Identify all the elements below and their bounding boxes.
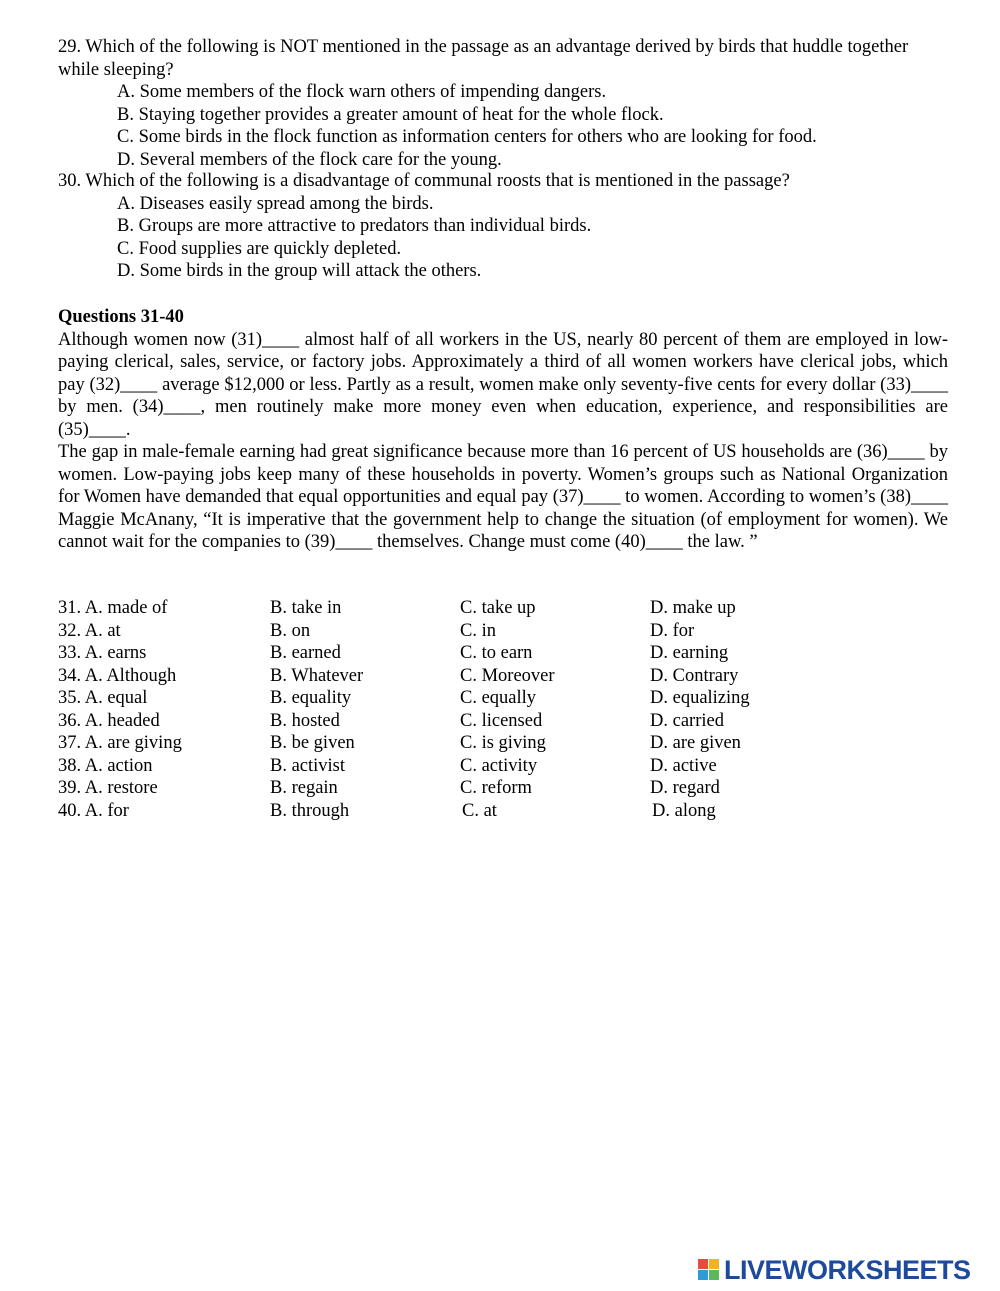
answer-option: B. Whatever — [270, 665, 364, 686]
answer-row-36 — [58, 710, 958, 733]
answer-option: 31. A. made of — [58, 598, 168, 618]
question-30-option-c: C. Food supplies are quickly depleted. — [117, 238, 402, 259]
question-29-option-b: B. Staying together provides a greater amount of heat for the whole flock. — [117, 104, 664, 125]
answer-option: D. active — [650, 755, 717, 776]
passage-paragraph-1: Although women now (31)____ almost half of all workers in the US, nearly 80 percent of them are employed in low-paying clerical, sales, service, or factory jobs. Approximately a third of all women workers have clerical jobs, which pay (32)____ average $12,000 or less. Partly as a result, women make only seventy-five cents for every dollar (33)____ by men. (34)____, men routinely make more money even when education, experience, and responsibilities are (35)____. — [58, 329, 948, 440]
logo-block-icon — [709, 1259, 719, 1269]
liveworksheets-logo[interactable] — [698, 1255, 971, 1285]
question-29-option-d: D. Several members of the flock care for the young. — [117, 149, 502, 170]
passage-section — [58, 306, 948, 554]
question-30-option-b: B. Groups are more attractive to predators than individual birds. — [117, 216, 592, 236]
question-30-option-d: D. Some birds in the group will attack the others. — [117, 261, 482, 281]
answer-row-31 — [58, 597, 958, 620]
answer-option: C. to earn — [460, 643, 533, 663]
answer-option: B. hosted — [270, 710, 340, 731]
question-29-option-a: A. Some members of the flock warn others of impending dangers. — [117, 82, 607, 102]
answer-options-table — [58, 597, 958, 822]
answer-option: C. is giving — [460, 733, 546, 753]
answer-option: D. for — [650, 620, 695, 641]
answer-option: B. be given — [270, 733, 355, 753]
answer-option: B. through — [270, 800, 350, 821]
answer-option: 36. A. headed — [58, 710, 160, 731]
question-30-stem: 30. Which of the following is a disadvantage of communal roosts that is mentioned in the passage? — [58, 171, 790, 191]
answer-option: B. activist — [270, 755, 346, 776]
answer-option: B. earned — [270, 643, 341, 663]
answer-option: C. Moreover — [460, 665, 555, 686]
answer-option: D. earning — [650, 643, 729, 663]
answer-option: C. at — [462, 800, 497, 821]
answer-option: C. licensed — [460, 710, 543, 731]
answer-option: D. regard — [650, 778, 720, 798]
logo-block-icon — [698, 1259, 708, 1269]
answer-row-34 — [58, 665, 958, 688]
answer-option: 39. A. restore — [58, 778, 158, 798]
answer-row-38 — [58, 755, 958, 778]
answer-row-37 — [58, 732, 958, 755]
question-29-stem: 29. Which of the following is NOT mentioned in the passage as an advantage derived by birds that huddle together while sleeping? — [58, 37, 909, 80]
logo-text: LIVEWORKSHEETS — [724, 1254, 971, 1285]
answer-option: 33. A. earns — [58, 643, 147, 663]
answer-row-39 — [58, 777, 958, 800]
answer-option: D. make up — [650, 598, 736, 618]
logo-blocks-icon — [698, 1259, 720, 1281]
answer-option: D. Contrary — [650, 665, 739, 686]
question-30-option-a: A. Diseases easily spread among the birds. — [117, 193, 434, 214]
answer-option: C. in — [460, 620, 496, 641]
answer-option: C. equally — [460, 688, 537, 708]
answer-option: 34. A. Although — [58, 665, 177, 686]
answer-option: 40. A. for — [58, 800, 129, 821]
answer-option: C. reform — [460, 778, 532, 798]
section-heading: Questions 31-40 — [58, 307, 184, 327]
answer-option: D. carried — [650, 710, 724, 731]
answer-row-40 — [58, 800, 958, 823]
question-29 — [58, 36, 948, 171]
answer-option: C. take up — [460, 598, 536, 618]
answer-option: 35. A. equal — [58, 688, 148, 708]
answer-option: B. on — [270, 620, 311, 641]
answer-option: D. along — [652, 800, 716, 821]
answer-option: 32. A. at — [58, 620, 121, 641]
logo-block-icon — [698, 1270, 708, 1280]
answer-row-35 — [58, 687, 958, 710]
answer-row-33 — [58, 642, 958, 665]
answer-option: B. regain — [270, 778, 338, 798]
answer-option: B. equality — [270, 688, 352, 708]
answer-option: 38. A. action — [58, 755, 153, 776]
answer-option: B. take in — [270, 598, 342, 618]
answer-option: D. equalizing — [650, 688, 750, 708]
question-29-option-c: C. Some birds in the flock function as information centers for others who are looking for food. — [117, 127, 817, 147]
answer-option: D. are given — [650, 733, 741, 753]
question-30 — [58, 170, 948, 283]
logo-block-icon — [709, 1270, 719, 1280]
answer-option: 37. A. are giving — [58, 733, 182, 753]
answer-option: C. activity — [460, 755, 538, 776]
answer-row-32 — [58, 620, 958, 643]
passage-paragraph-2: The gap in male-female earning had great significance because more than 16 percent of US households are (36)____ by women. Low-paying jobs keep many of these households in poverty. Women’s groups such as National Organization for Women have demanded that equal opportunities and equal pay (37)____ to women. According to women’s (38)____ Maggie McAnany, “It is imperative that the government help to change the situation (of employment for women). We cannot wait for the companies to (39)____ themselves. Change must come (40)____ the law. ” — [58, 442, 948, 552]
